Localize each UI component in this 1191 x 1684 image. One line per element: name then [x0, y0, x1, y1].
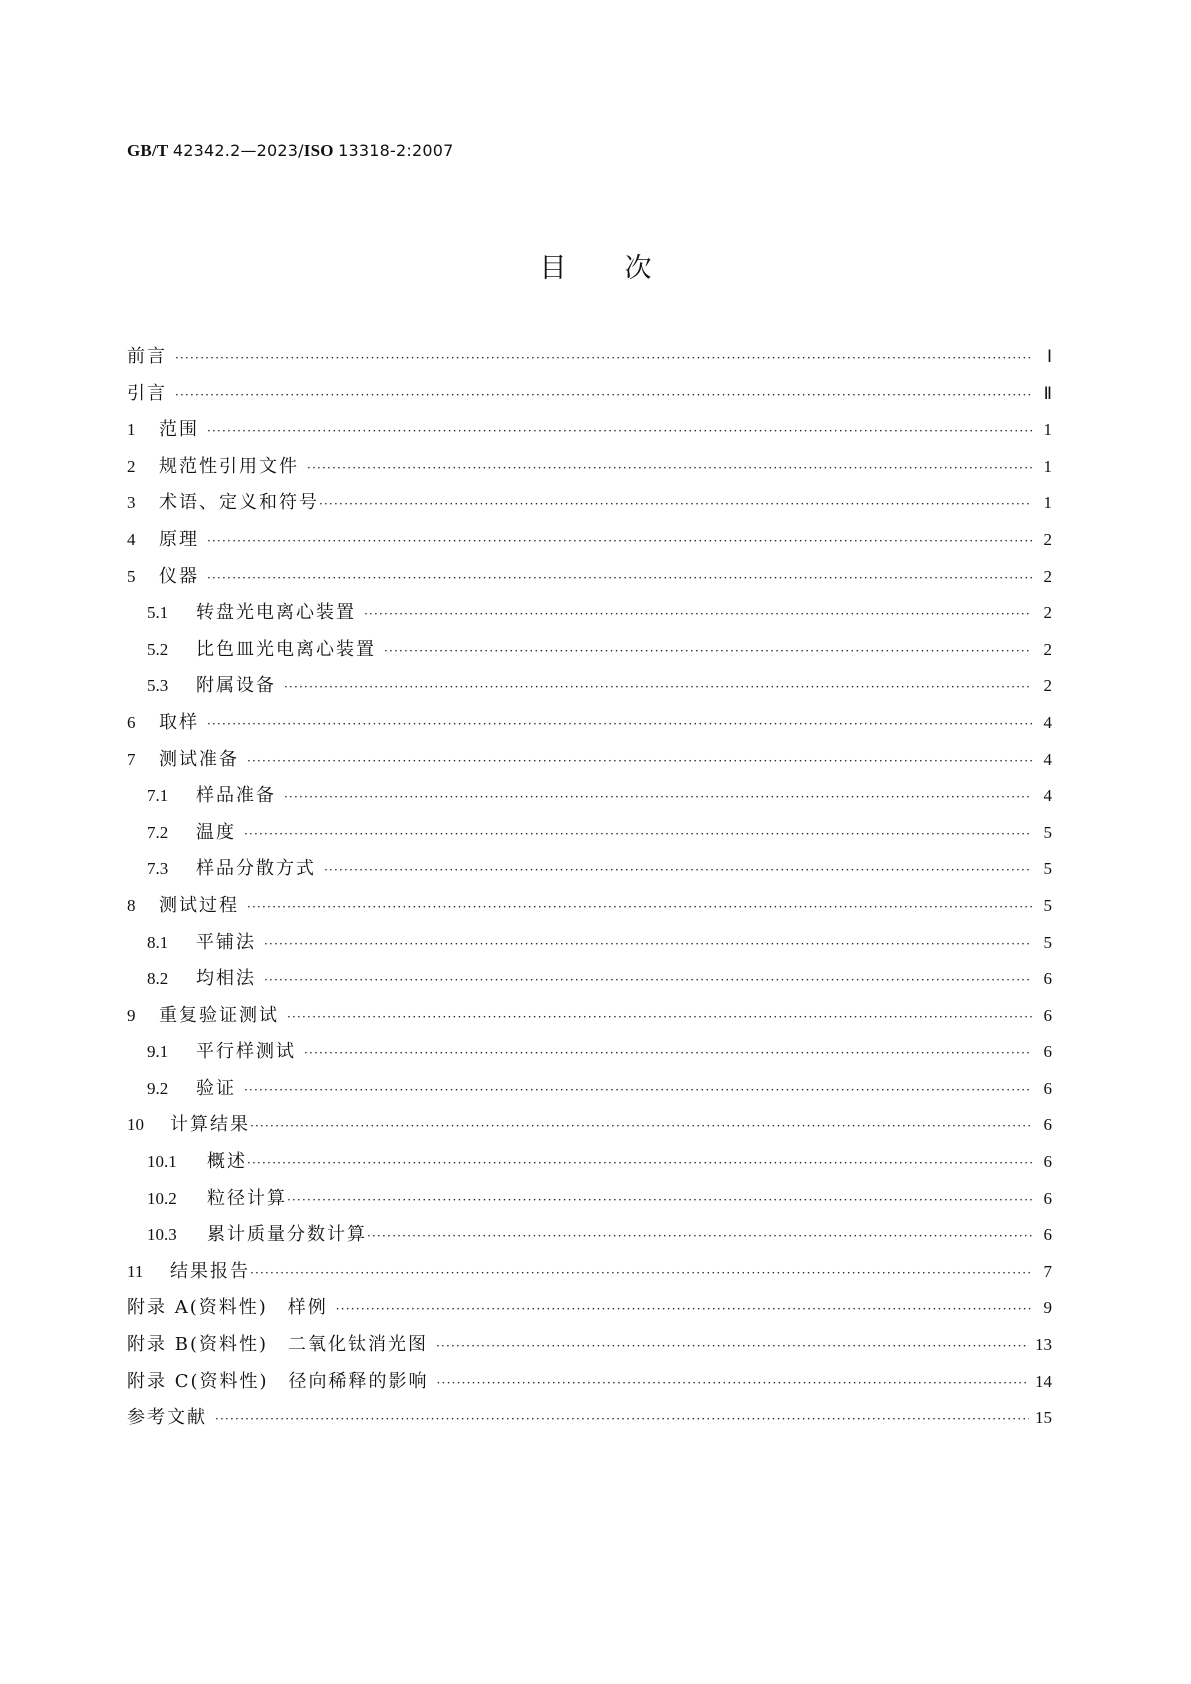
dot-leader: [437, 1376, 1029, 1390]
table-of-contents: [127, 342, 1052, 1440]
std-number: 42342.2—2023/: [172, 141, 304, 160]
dot-leader: [244, 1083, 1032, 1097]
toc-entry-page: 2: [1043, 566, 1052, 586]
toc-entry-number: 4: [127, 529, 136, 549]
dot-leader: [284, 680, 1032, 694]
toc-entry-number: 5.3: [147, 676, 169, 696]
toc-entry-page: 6: [1043, 1005, 1052, 1025]
toc-entry[interactable]: [127, 1110, 1052, 1147]
toc-entry[interactable]: [127, 1220, 1052, 1257]
dot-leader: [284, 790, 1032, 804]
toc-entry-page: 15: [1035, 1408, 1052, 1428]
toc-entry[interactable]: [127, 1257, 1052, 1294]
toc-entry[interactable]: [127, 818, 1052, 855]
toc-entry-title: 附录 C(资料性) 径向稀释的影响: [127, 1370, 429, 1392]
dot-leader: [307, 461, 1032, 475]
iso-prefix: ISO: [303, 141, 334, 160]
toc-entry-number: 1: [127, 420, 136, 440]
toc-entry-page: 5: [1043, 895, 1052, 915]
toc-entry-number: 11: [127, 1261, 144, 1281]
dot-leader: [384, 644, 1032, 658]
toc-entry-page: 4: [1043, 749, 1052, 769]
toc-entry-page: 6: [1043, 969, 1052, 989]
toc-entry-page: 4: [1043, 786, 1052, 806]
toc-entry[interactable]: [127, 928, 1052, 965]
toc-entry-page: 6: [1043, 1188, 1052, 1208]
toc-entry-number: 9: [127, 1005, 136, 1025]
toc-entry[interactable]: [127, 598, 1052, 635]
toc-entry-number: 7.3: [147, 859, 169, 879]
dot-leader: [319, 497, 1032, 511]
toc-entry-number: 5.1: [147, 603, 169, 623]
toc-entry[interactable]: [127, 488, 1052, 525]
dot-leader: [264, 973, 1032, 987]
toc-entry[interactable]: [127, 415, 1052, 452]
iso-number: 13318-2:2007: [338, 141, 454, 160]
toc-entry-number: 5.2: [147, 639, 169, 659]
dot-leader: [287, 1010, 1032, 1024]
toc-entry-number: 7: [127, 749, 136, 769]
toc-entry-page: 6: [1043, 1115, 1052, 1135]
toc-entry-title: 范围: [159, 419, 199, 441]
toc-entry[interactable]: [127, 525, 1052, 562]
toc-entry-title: 参考文献: [127, 1407, 207, 1429]
dot-leader: [207, 424, 1032, 438]
toc-entry-number: 8: [127, 895, 136, 915]
toc-entry-title: 附属设备: [196, 675, 276, 697]
toc-entry-title: 累计质量分数计算: [207, 1224, 367, 1246]
toc-entry-page: 4: [1043, 712, 1052, 732]
dot-leader: [287, 1193, 1032, 1207]
toc-entry-page: Ⅱ: [1043, 383, 1052, 403]
toc-entry-page: Ⅰ: [1046, 347, 1052, 366]
toc-entry[interactable]: [127, 1001, 1052, 1038]
toc-entry-page: 14: [1035, 1371, 1052, 1391]
toc-entry[interactable]: [127, 1147, 1052, 1184]
toc-entry-page: 7: [1043, 1261, 1052, 1281]
toc-entry-page: 1: [1043, 493, 1052, 513]
toc-entry-number: 8.2: [147, 969, 169, 989]
dot-leader: [436, 1339, 1029, 1353]
toc-entry-page: 9: [1043, 1298, 1052, 1318]
dot-leader: [250, 1119, 1032, 1133]
toc-entry-title: 原理: [159, 528, 199, 550]
toc-entry[interactable]: [127, 854, 1052, 891]
toc-entry-number: 5: [127, 566, 136, 586]
toc-entry-title: 取样: [159, 711, 199, 733]
dot-leader: [207, 717, 1032, 731]
toc-entry[interactable]: [127, 671, 1052, 708]
dot-leader: [247, 900, 1032, 914]
toc-entry-title: 前言: [127, 346, 167, 367]
std-prefix: GB/T: [127, 141, 169, 160]
toc-entry-title: 平铺法: [196, 931, 256, 953]
toc-entry[interactable]: [127, 1403, 1052, 1440]
toc-entry[interactable]: [127, 781, 1052, 818]
toc-entry-page: 2: [1043, 529, 1052, 549]
toc-entry-number: 8.1: [147, 932, 169, 952]
toc-entry[interactable]: [127, 964, 1052, 1001]
dot-leader: [175, 388, 1032, 402]
toc-entry-page: 6: [1043, 1078, 1052, 1098]
dot-leader: [364, 607, 1032, 621]
dot-leader: [250, 1266, 1032, 1280]
toc-entry-number: 10.3: [147, 1225, 177, 1245]
dot-leader: [247, 1156, 1032, 1170]
toc-entry-number: 6: [127, 712, 136, 732]
toc-entry-page: 2: [1043, 676, 1052, 696]
toc-entry[interactable]: [127, 1074, 1052, 1111]
dot-leader: [264, 937, 1032, 951]
toc-entry[interactable]: [127, 635, 1052, 672]
toc-entry-page: 5: [1043, 822, 1052, 842]
toc-entry-page: 13: [1035, 1335, 1052, 1355]
toc-entry[interactable]: [127, 891, 1052, 928]
dot-leader: [207, 534, 1032, 548]
toc-entry-page: 6: [1043, 1225, 1052, 1245]
toc-entry[interactable]: [127, 342, 1052, 379]
toc-entry-title: 温度: [196, 821, 236, 843]
toc-entry-title: 样品分散方式: [196, 858, 316, 880]
page-title: [0, 246, 1191, 285]
toc-entry[interactable]: [127, 745, 1052, 782]
toc-entry[interactable]: [127, 452, 1052, 489]
toc-entry-title: 测试过程: [159, 894, 239, 916]
toc-entry-number: 10.1: [147, 1152, 177, 1172]
toc-entry-number: 3: [127, 493, 136, 513]
toc-entry-title: 比色皿光电离心装置: [196, 638, 376, 660]
dot-leader: [207, 571, 1032, 585]
toc-entry-number: 9.1: [147, 1042, 169, 1062]
toc-entry-title: 平行样测试: [196, 1041, 296, 1063]
toc-entry-title: 重复验证测试: [159, 1004, 279, 1026]
title-char: 次: [624, 253, 652, 284]
toc-entry-page: 1: [1043, 420, 1052, 440]
dot-leader: [175, 351, 1032, 365]
toc-entry[interactable]: [127, 1367, 1052, 1404]
toc-entry-page: 2: [1043, 639, 1052, 659]
toc-entry[interactable]: [127, 379, 1052, 416]
toc-entry-title: 样品准备: [196, 785, 276, 807]
title-char: 目: [539, 253, 567, 284]
toc-entry[interactable]: [127, 562, 1052, 599]
toc-entry-number: 2: [127, 456, 136, 476]
toc-entry[interactable]: [127, 708, 1052, 745]
toc-entry-page: 5: [1043, 859, 1052, 879]
toc-entry-title: 引言: [127, 382, 167, 404]
dot-leader: [215, 1412, 1029, 1426]
toc-entry[interactable]: [127, 1293, 1052, 1330]
dot-leader: [367, 1229, 1032, 1243]
toc-entry[interactable]: [127, 1330, 1052, 1367]
toc-entry-title: 验证: [196, 1077, 236, 1099]
toc-entry-number: 9.2: [147, 1078, 169, 1098]
toc-entry-title: 测试准备: [159, 748, 239, 770]
toc-entry-title: 结果报告: [170, 1260, 250, 1282]
toc-entry-page: 2: [1043, 603, 1052, 623]
dot-leader: [336, 1302, 1032, 1316]
toc-entry-title: 附录 B(资料性) 二氧化钛消光图: [127, 1334, 428, 1356]
toc-entry-title: 计算结果: [170, 1114, 250, 1136]
toc-entry-title: 规范性引用文件: [159, 455, 299, 477]
toc-entry-title: 概述: [207, 1151, 247, 1173]
toc-entry-title: 均相法: [196, 968, 256, 990]
toc-entry-number: 7.1: [147, 786, 169, 806]
toc-entry-page: 1: [1043, 456, 1052, 476]
toc-entry[interactable]: [127, 1184, 1052, 1221]
dot-leader: [244, 827, 1032, 841]
toc-entry-page: 6: [1043, 1042, 1052, 1062]
toc-entry-page: 6: [1043, 1152, 1052, 1172]
toc-entry-title: 术语、定义和符号: [159, 492, 319, 514]
dot-leader: [324, 863, 1032, 877]
toc-entry-title: 附录 A(资料性) 样例: [127, 1297, 328, 1319]
toc-entry-number: 10: [127, 1115, 144, 1135]
dot-leader: [304, 1046, 1032, 1060]
toc-entry-title: 转盘光电离心装置: [196, 602, 356, 624]
toc-entry-title: 粒径计算: [207, 1187, 287, 1209]
standard-number-header: [127, 141, 454, 161]
dot-leader: [247, 754, 1032, 768]
toc-entry-title: 仪器: [159, 565, 199, 587]
toc-entry-number: 10.2: [147, 1188, 177, 1208]
toc-entry[interactable]: [127, 1037, 1052, 1074]
toc-entry-page: 5: [1043, 932, 1052, 952]
toc-entry-number: 7.2: [147, 822, 169, 842]
